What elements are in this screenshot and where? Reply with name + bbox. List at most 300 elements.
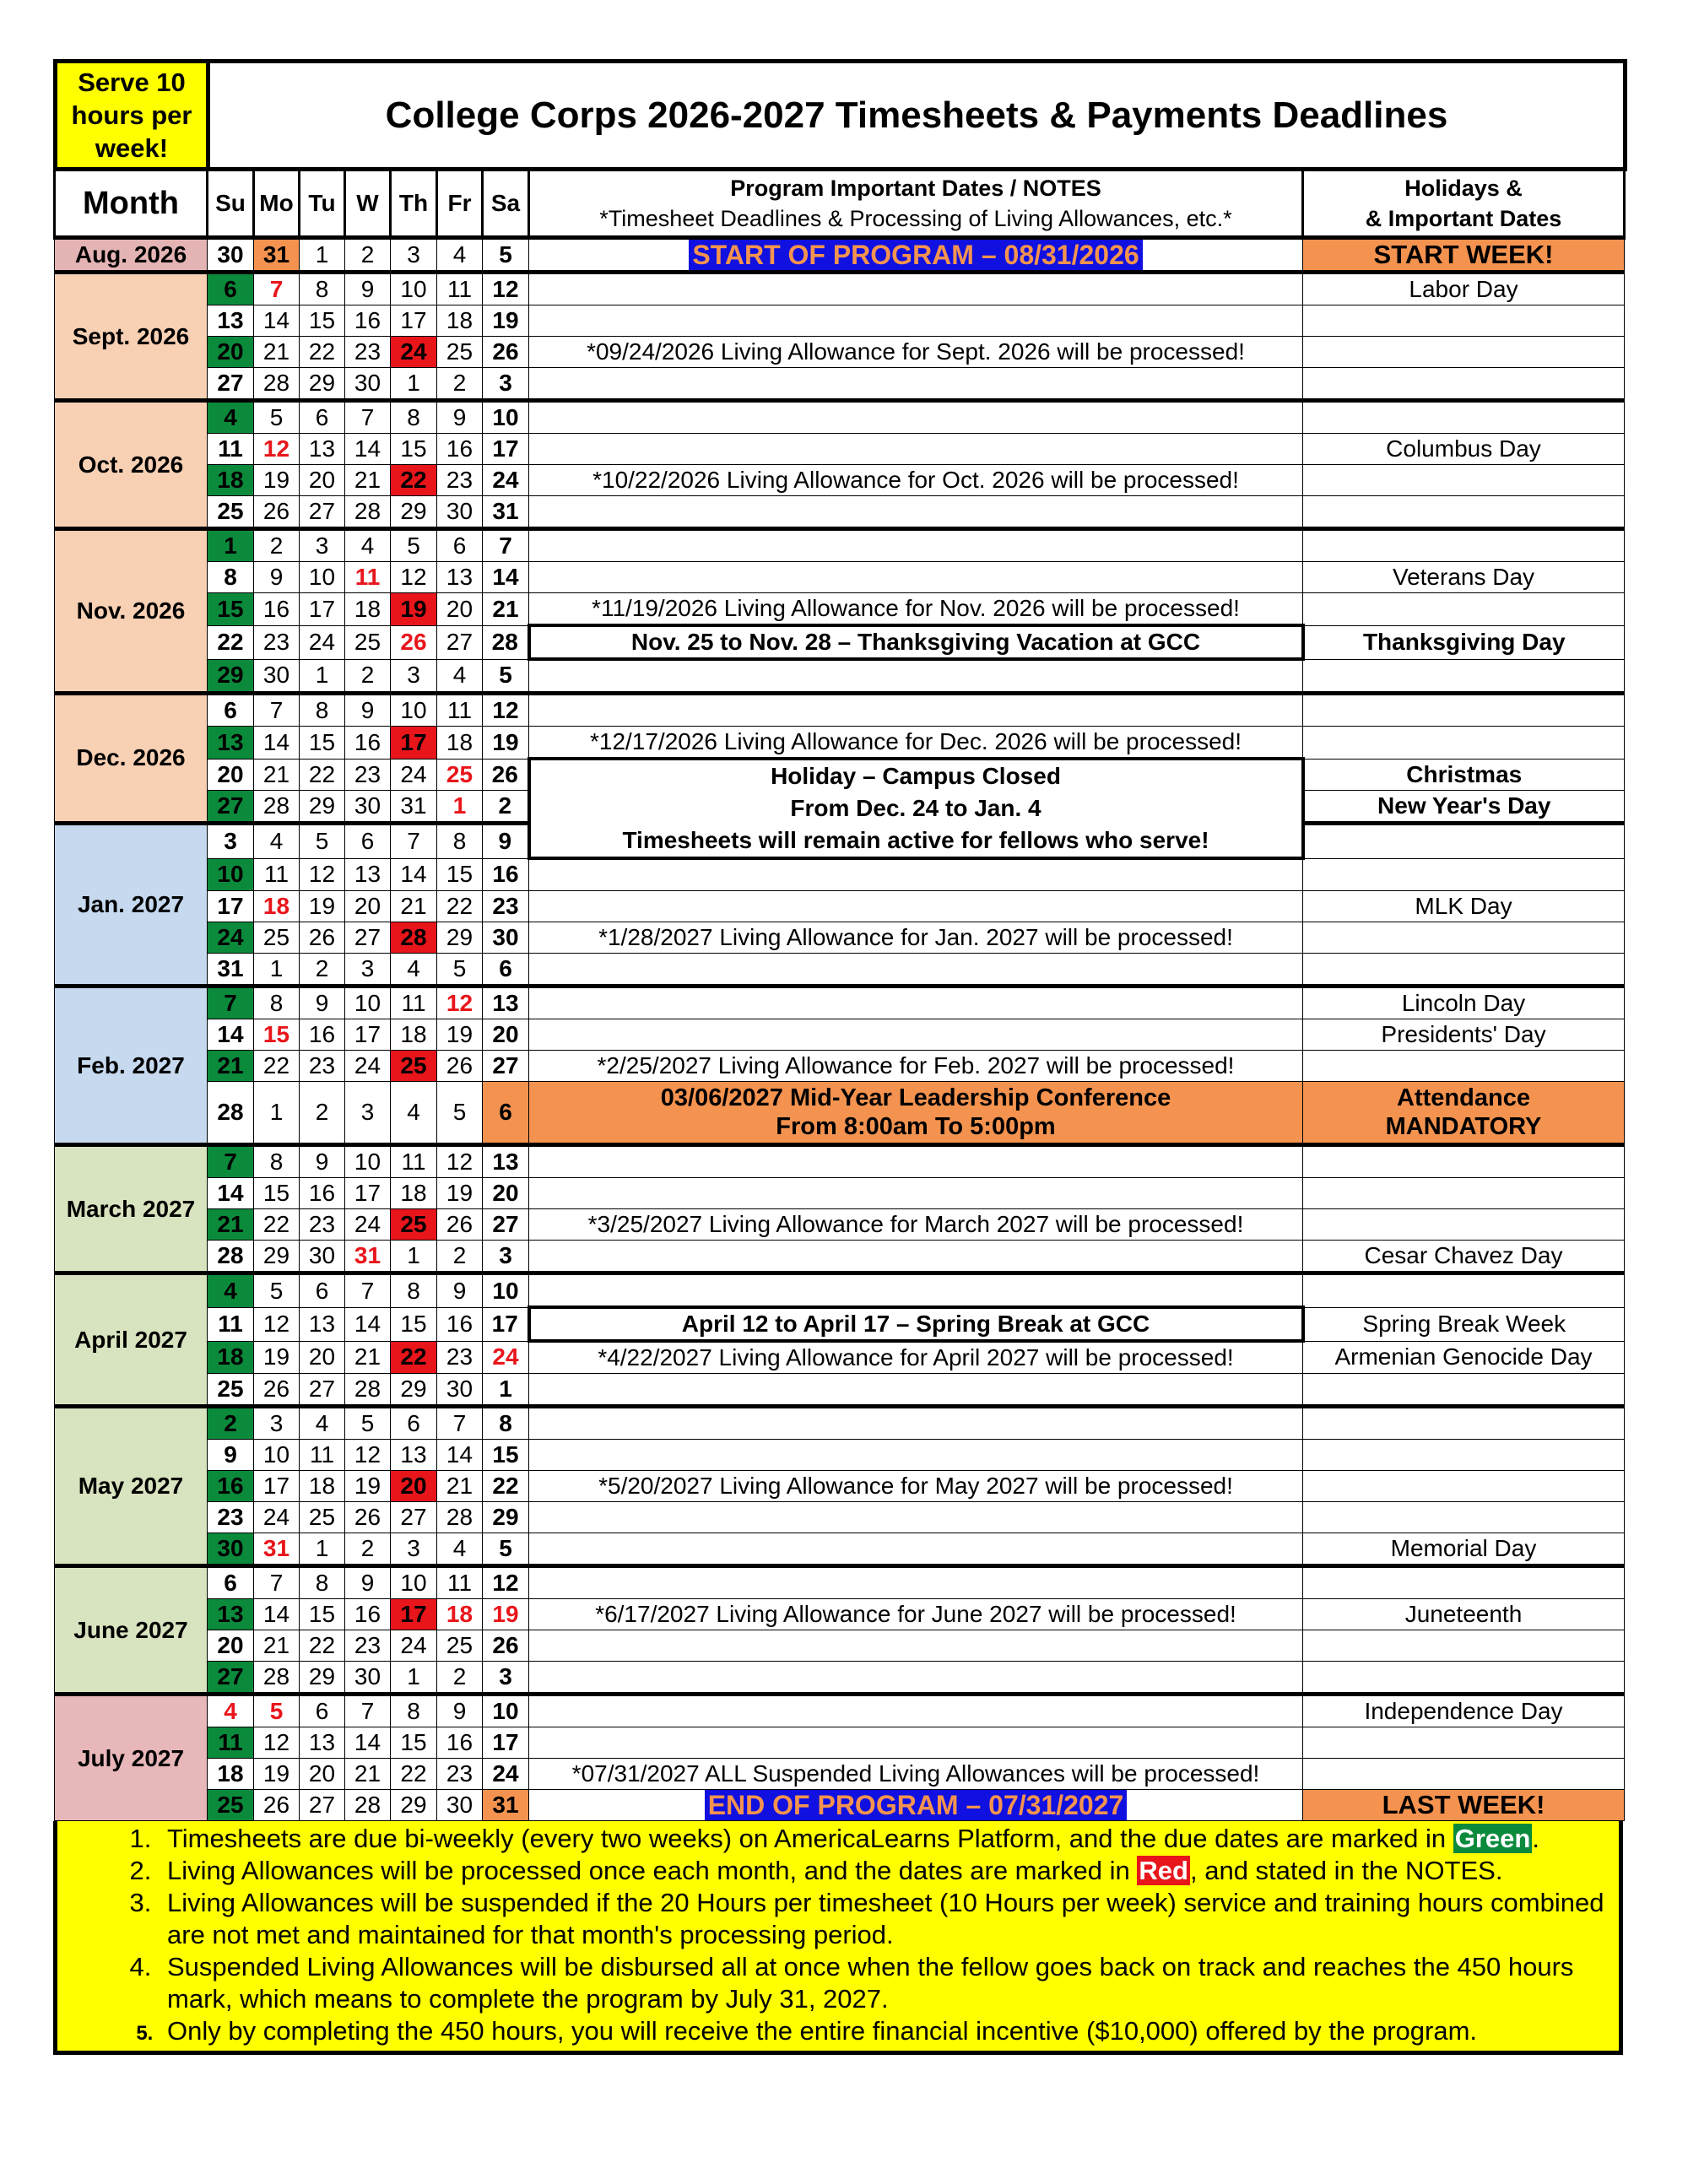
day-cell: 5 — [300, 823, 345, 858]
month-label-nov-2026: Nov. 2026 — [55, 529, 208, 694]
day-cell: 19 — [345, 1471, 391, 1502]
week-row — [55, 1178, 1625, 1209]
day-cell: 4 — [345, 529, 391, 562]
day-cell: 28 — [345, 1790, 391, 1821]
holiday-name: New Year's Day — [1303, 790, 1625, 823]
day-cell: 3 — [483, 1241, 529, 1273]
red-key: Red — [1139, 1856, 1188, 1885]
notes-cell — [529, 1440, 1303, 1471]
day-cell: 2 — [483, 790, 529, 823]
day-cell: 14 — [254, 727, 300, 760]
notes-cell — [529, 305, 1303, 337]
timesheet-due-day: 11 — [208, 1727, 254, 1759]
week-row — [55, 1566, 1625, 1599]
holiday-name: Veterans Day — [1303, 562, 1625, 593]
day-cell: 6 — [208, 694, 254, 727]
day-cell: 21 — [391, 891, 437, 922]
day-cell: 12 — [483, 694, 529, 727]
day-cell: 29 — [391, 496, 437, 529]
holiday-cell — [1303, 401, 1625, 434]
column-header-su: Su — [208, 171, 254, 238]
day-cell: 17 — [483, 1727, 529, 1759]
timesheet-due-day: 10 — [208, 858, 254, 891]
day-cell: 13 — [391, 1440, 437, 1471]
day-cell: 2 — [254, 529, 300, 562]
day-cell: 10 — [300, 562, 345, 593]
day-cell: 27 — [483, 1051, 529, 1082]
day-cell: 26 — [254, 496, 300, 529]
timesheet-due-day: 27 — [208, 1662, 254, 1695]
day-cell: 3 — [391, 659, 437, 694]
month-label-aug-2026: Aug. 2026 — [55, 238, 208, 273]
day-cell: 2 — [300, 1082, 345, 1145]
week-row — [55, 759, 1625, 790]
holiday-cell — [1303, 1374, 1625, 1407]
holiday-name: Labor Day — [1303, 273, 1625, 305]
day-cell: 14 — [345, 1727, 391, 1759]
day-cell: 15 — [300, 727, 345, 760]
week-row — [55, 987, 1625, 1019]
day-cell: 14 — [345, 434, 391, 465]
month-label-jan-2027: Jan. 2027 — [55, 823, 208, 987]
column-header-holidays — [1303, 171, 1625, 238]
day-cell: 28 — [208, 1082, 254, 1145]
week-row — [55, 238, 1625, 273]
holiday-day: 11 — [345, 562, 391, 593]
holiday-name: Spring Break Week — [1303, 1307, 1625, 1341]
legend-footer — [53, 1821, 1623, 2055]
day-cell: 30 — [437, 1374, 483, 1407]
program-milestone-day: 6 — [483, 1082, 529, 1145]
holiday-cell — [1303, 1630, 1625, 1662]
week-row — [55, 1051, 1625, 1082]
day-cell: 11 — [300, 1440, 345, 1471]
day-cell: 23 — [345, 337, 391, 368]
timesheet-due-day: 15 — [208, 593, 254, 626]
week-row — [55, 1209, 1625, 1241]
day-cell: 23 — [254, 625, 300, 659]
day-cell: 15 — [300, 305, 345, 337]
month-label-dec-2026: Dec. 2026 — [55, 694, 208, 824]
day-cell: 14 — [437, 1440, 483, 1471]
day-cell: 29 — [483, 1502, 529, 1533]
allowance-note: *07/31/2027 ALL Suspended Living Allowances will be processed! — [529, 1759, 1303, 1790]
conference-line: From 8:00am To 5:00pm — [776, 1113, 1056, 1140]
allowance-processing-day: 17 — [391, 1599, 437, 1630]
notes-cell — [529, 659, 1303, 694]
day-cell: 3 — [345, 954, 391, 987]
day-cell: 30 — [345, 790, 391, 823]
allowance-note: *4/22/2027 Living Allowance for April 2027 will be processed! — [529, 1341, 1303, 1374]
day-cell: 3 — [483, 1662, 529, 1695]
day-cell: 21 — [437, 1471, 483, 1502]
day-cell: 30 — [254, 659, 300, 694]
day-cell: 7 — [437, 1407, 483, 1440]
notes-cell — [529, 1241, 1303, 1273]
day-cell: 23 — [300, 1051, 345, 1082]
timesheet-due-day: 21 — [208, 1209, 254, 1241]
holiday-name: Memorial Day — [1303, 1533, 1625, 1566]
week-row — [55, 1307, 1625, 1341]
day-cell: 18 — [391, 1178, 437, 1209]
timesheet-due-day: 16 — [208, 1471, 254, 1502]
day-cell: 8 — [208, 562, 254, 593]
conference-notice — [529, 1082, 1303, 1145]
week-row — [55, 401, 1625, 434]
allowance-processing-day: 24 — [391, 337, 437, 368]
day-cell: 29 — [391, 1790, 437, 1821]
day-cell: 23 — [208, 1502, 254, 1533]
day-cell: 5 — [345, 1407, 391, 1440]
week-row — [55, 337, 1625, 368]
allowance-processing-day: 22 — [391, 465, 437, 496]
day-cell: 11 — [391, 987, 437, 1019]
notes-cell — [529, 1630, 1303, 1662]
holiday-cell — [1303, 1209, 1625, 1241]
day-cell: 7 — [345, 1273, 391, 1308]
day-cell: 21 — [254, 1630, 300, 1662]
program-banner: END OF PROGRAM – 07/31/2027 — [705, 1790, 1128, 1820]
day-cell: 23 — [437, 1759, 483, 1790]
notes-cell — [529, 1790, 1303, 1821]
notes-cell — [529, 1273, 1303, 1308]
day-cell: 13 — [300, 1727, 345, 1759]
day-cell: 29 — [300, 790, 345, 823]
day-cell: 28 — [345, 496, 391, 529]
holiday-cell — [1303, 1051, 1625, 1082]
day-cell: 30 — [483, 922, 529, 954]
holiday-name: Juneteenth — [1303, 1599, 1625, 1630]
day-cell: 8 — [300, 694, 345, 727]
day-cell: 12 — [483, 1566, 529, 1599]
day-cell: 24 — [483, 1759, 529, 1790]
week-row — [55, 954, 1625, 987]
day-cell: 18 — [437, 305, 483, 337]
allowance-processing-day: 22 — [391, 1341, 437, 1374]
page-title: College Corps 2026-2027 Timesheets & Payments Deadlines — [208, 62, 1626, 170]
day-cell: 8 — [437, 823, 483, 858]
week-row — [55, 1082, 1625, 1145]
day-cell: 1 — [300, 659, 345, 694]
day-cell: 5 — [437, 1082, 483, 1145]
day-cell: 18 — [437, 727, 483, 760]
day-cell: 4 — [437, 238, 483, 273]
day-cell: 7 — [345, 401, 391, 434]
holiday-cell — [1303, 1273, 1625, 1308]
day-cell: 20 — [208, 759, 254, 790]
timesheet-due-day: 13 — [208, 727, 254, 760]
calendar-table — [53, 171, 1626, 1821]
week-row — [55, 1407, 1625, 1440]
column-header-th: Th — [391, 171, 437, 238]
legend-item: 2. Living Allowances will be processed once each month, and the dates are marked in Red, and stated in the NOTES. — [159, 1855, 1619, 1887]
day-cell: 31 — [483, 496, 529, 529]
day-cell: 14 — [254, 305, 300, 337]
day-cell: 20 — [300, 1341, 345, 1374]
week-row — [55, 891, 1625, 922]
notes-cell — [529, 1727, 1303, 1759]
holiday-day: 31 — [345, 1241, 391, 1273]
week-row — [55, 1019, 1625, 1051]
timesheet-due-day: 2 — [208, 1407, 254, 1440]
month-label-sept-2026: Sept. 2026 — [55, 273, 208, 401]
column-header-mo: Mo — [254, 171, 300, 238]
day-cell: 27 — [300, 1374, 345, 1407]
day-cell: 20 — [437, 593, 483, 626]
day-cell: 9 — [254, 562, 300, 593]
timesheet-due-day: 27 — [208, 790, 254, 823]
notes-cell — [529, 694, 1303, 727]
notes-header-subtitle: *Timesheet Deadlines & Processing of Living Allowances, etc.* — [599, 206, 1232, 231]
holiday-cell — [1303, 922, 1625, 954]
day-cell: 26 — [300, 922, 345, 954]
day-cell: 26 — [254, 1374, 300, 1407]
notes-cell — [529, 1407, 1303, 1440]
notes-cell — [529, 1145, 1303, 1178]
campus-closed-line: From Dec. 24 to Jan. 4 — [790, 795, 1041, 821]
day-cell: 28 — [345, 1374, 391, 1407]
day-cell: 24 — [391, 1630, 437, 1662]
legend-list — [57, 1823, 1619, 2047]
day-cell: 11 — [254, 858, 300, 891]
day-cell: 19 — [483, 727, 529, 760]
day-cell: 12 — [254, 1307, 300, 1341]
allowance-processing-day: 19 — [391, 593, 437, 626]
day-cell: 5 — [483, 659, 529, 694]
day-cell: 14 — [208, 1178, 254, 1209]
legend-item: 3. Living Allowances will be suspended if the 20 Hours per timesheet (10 Hours per week) service and training hours combined are not met and maintained for that month's processing period. — [159, 1887, 1619, 1951]
day-cell: 22 — [254, 1209, 300, 1241]
holiday-name: Independence Day — [1303, 1695, 1625, 1727]
timesheet-due-day: 13 — [208, 1599, 254, 1630]
notes-cell — [529, 1566, 1303, 1599]
day-cell: 22 — [254, 1051, 300, 1082]
week-row — [55, 1440, 1625, 1471]
holiday-day: 19 — [483, 1599, 529, 1630]
day-cell: 26 — [483, 759, 529, 790]
holiday-cell — [1303, 954, 1625, 987]
day-cell: 17 — [483, 1307, 529, 1341]
day-cell: 1 — [483, 1374, 529, 1407]
allowance-processing-day: 17 — [391, 727, 437, 760]
week-row — [55, 659, 1625, 694]
notes-cell — [529, 238, 1303, 273]
day-cell: 7 — [483, 529, 529, 562]
week-row — [55, 1241, 1625, 1273]
day-cell: 12 — [254, 1727, 300, 1759]
holiday-name: Presidents' Day — [1303, 1019, 1625, 1051]
holidays-header-line2 — [1304, 203, 1623, 234]
notes-cell — [529, 1374, 1303, 1407]
day-cell: 25 — [208, 496, 254, 529]
day-cell: 6 — [300, 1695, 345, 1727]
day-cell: 25 — [437, 1630, 483, 1662]
day-cell: 14 — [483, 562, 529, 593]
column-header-notes — [529, 171, 1303, 238]
day-cell: 22 — [483, 1471, 529, 1502]
week-row — [55, 1695, 1625, 1727]
day-cell: 17 — [300, 593, 345, 626]
notes-cell — [529, 891, 1303, 922]
day-cell: 20 — [345, 891, 391, 922]
legend-item: 4. Suspended Living Allowances will be disbursed all at once when the fellow goes back on track and reaches the 450 hours mark, which means to complete the program by July 31, 2027. — [159, 1951, 1619, 2015]
day-cell: 24 — [254, 1502, 300, 1533]
day-cell: 11 — [208, 1307, 254, 1341]
allowance-note: *5/20/2027 Living Allowance for May 2027 will be processed! — [529, 1471, 1303, 1502]
day-cell: 17 — [391, 305, 437, 337]
day-cell: 10 — [483, 401, 529, 434]
timesheet-due-day: 7 — [208, 987, 254, 1019]
notes-cell — [529, 1502, 1303, 1533]
holiday-cell — [1303, 1178, 1625, 1209]
day-cell: 23 — [437, 1341, 483, 1374]
notes-cell — [529, 562, 1303, 593]
holiday-cell — [1303, 858, 1625, 891]
day-cell: 8 — [300, 1566, 345, 1599]
day-cell: 30 — [208, 238, 254, 273]
month-label-april-2027: April 2027 — [55, 1273, 208, 1407]
notes-cell — [529, 368, 1303, 401]
day-cell: 28 — [254, 790, 300, 823]
day-cell: 9 — [437, 1273, 483, 1308]
day-cell: 26 — [483, 337, 529, 368]
attendance-line: Attendance — [1397, 1084, 1530, 1111]
day-cell: 17 — [254, 1471, 300, 1502]
day-cell: 4 — [300, 1407, 345, 1440]
day-cell: 5 — [254, 1273, 300, 1308]
holiday-day: 5 — [254, 1695, 300, 1727]
day-cell: 5 — [254, 401, 300, 434]
day-cell: 2 — [345, 238, 391, 273]
day-cell: 9 — [345, 694, 391, 727]
allowance-note: *3/25/2027 Living Allowance for March 2027 will be processed! — [529, 1209, 1303, 1241]
week-row — [55, 562, 1625, 593]
holiday-day: 15 — [254, 1019, 300, 1051]
day-cell: 22 — [437, 891, 483, 922]
week-row — [55, 496, 1625, 529]
day-cell: 24 — [345, 1051, 391, 1082]
month-label-june-2027: June 2027 — [55, 1566, 208, 1695]
conference-line: 03/06/2027 Mid-Year Leadership Conference — [660, 1084, 1171, 1111]
day-cell: 7 — [345, 1695, 391, 1727]
day-cell: 10 — [483, 1695, 529, 1727]
holidays-header-line2-text: & Important Dates — [1365, 206, 1562, 231]
day-cell: 22 — [300, 337, 345, 368]
day-cell: 2 — [345, 659, 391, 694]
holiday-day: 18 — [254, 891, 300, 922]
holiday-name: MLK Day — [1303, 891, 1625, 922]
day-cell: 26 — [254, 1790, 300, 1821]
day-cell: 13 — [345, 858, 391, 891]
allowance-note: *1/28/2027 Living Allowance for Jan. 2027 will be processed! — [529, 922, 1303, 954]
day-cell: 12 — [437, 1145, 483, 1178]
day-cell: 11 — [208, 434, 254, 465]
attendance-line: MANDATORY — [1385, 1113, 1542, 1140]
notes-cell — [529, 1019, 1303, 1051]
day-cell: 4 — [437, 659, 483, 694]
day-cell: 19 — [437, 1178, 483, 1209]
holiday-name: Lincoln Day — [1303, 987, 1625, 1019]
month-label-feb-2027: Feb. 2027 — [55, 987, 208, 1145]
holiday-cell — [1303, 727, 1625, 760]
day-cell: 1 — [254, 1082, 300, 1145]
day-cell: 30 — [345, 368, 391, 401]
holiday-cell — [1303, 1407, 1625, 1440]
day-cell: 9 — [345, 1566, 391, 1599]
day-cell: 21 — [345, 1759, 391, 1790]
day-cell: 7 — [254, 1566, 300, 1599]
day-cell: 15 — [483, 1440, 529, 1471]
allowance-note: *6/17/2027 Living Allowance for June 2027 will be processed! — [529, 1599, 1303, 1630]
day-cell: 13 — [300, 1307, 345, 1341]
calendar-sheet — [53, 59, 1623, 2055]
day-cell: 13 — [437, 562, 483, 593]
holiday-cell — [1303, 1727, 1625, 1759]
day-cell: 9 — [300, 1145, 345, 1178]
week-row — [55, 625, 1625, 659]
holiday-name: Cesar Chavez Day — [1303, 1241, 1625, 1273]
timesheet-due-day: 24 — [208, 922, 254, 954]
day-cell: 14 — [345, 1307, 391, 1341]
day-cell: 23 — [483, 891, 529, 922]
day-cell: 20 — [483, 1178, 529, 1209]
day-cell: 28 — [254, 368, 300, 401]
day-cell: 6 — [437, 529, 483, 562]
notes-cell — [529, 496, 1303, 529]
break-notice: April 12 to April 17 – Spring Break at GCC — [529, 1307, 1303, 1341]
serve-hours-text: Serve 10 hours per week! — [71, 68, 192, 163]
day-cell: 16 — [254, 593, 300, 626]
holiday-cell — [1303, 1662, 1625, 1695]
notes-cell — [529, 858, 1303, 891]
holiday-name: Armenian Genocide Day — [1303, 1341, 1625, 1374]
allowance-note: *12/17/2026 Living Allowance for Dec. 2026 will be processed! — [529, 727, 1303, 760]
day-cell: 18 — [345, 593, 391, 626]
day-cell: 25 — [300, 1502, 345, 1533]
day-cell: 22 — [391, 1759, 437, 1790]
day-cell: 5 — [483, 238, 529, 273]
day-cell: 19 — [254, 1759, 300, 1790]
day-cell: 28 — [483, 625, 529, 659]
day-cell: 18 — [208, 1759, 254, 1790]
day-cell: 12 — [391, 562, 437, 593]
holiday-cell — [1303, 659, 1625, 694]
day-cell: 29 — [300, 1662, 345, 1695]
week-row — [55, 1662, 1625, 1695]
day-cell: 15 — [300, 1599, 345, 1630]
day-cell: 10 — [483, 1273, 529, 1308]
day-cell: 16 — [300, 1019, 345, 1051]
week-row — [55, 434, 1625, 465]
allowance-processing-day: 25 — [391, 1051, 437, 1082]
day-cell: 28 — [437, 1502, 483, 1533]
day-cell: 17 — [483, 434, 529, 465]
day-cell: 3 — [345, 1082, 391, 1145]
notes-cell — [529, 1533, 1303, 1566]
holiday-cell — [1303, 1759, 1625, 1790]
week-row — [55, 727, 1625, 760]
day-cell: 9 — [437, 1695, 483, 1727]
day-cell: 7 — [391, 823, 437, 858]
day-cell: 24 — [483, 465, 529, 496]
week-row — [55, 1630, 1625, 1662]
legend-item: 1. Timesheets are due bi-weekly (every two weeks) on AmericaLearns Platform, and the due dates are marked in Green. — [159, 1823, 1619, 1855]
day-cell: 10 — [254, 1440, 300, 1471]
day-cell: 8 — [300, 273, 345, 305]
day-cell: 23 — [300, 1209, 345, 1241]
day-cell: 5 — [483, 1533, 529, 1566]
timesheet-due-day: 21 — [208, 1051, 254, 1082]
